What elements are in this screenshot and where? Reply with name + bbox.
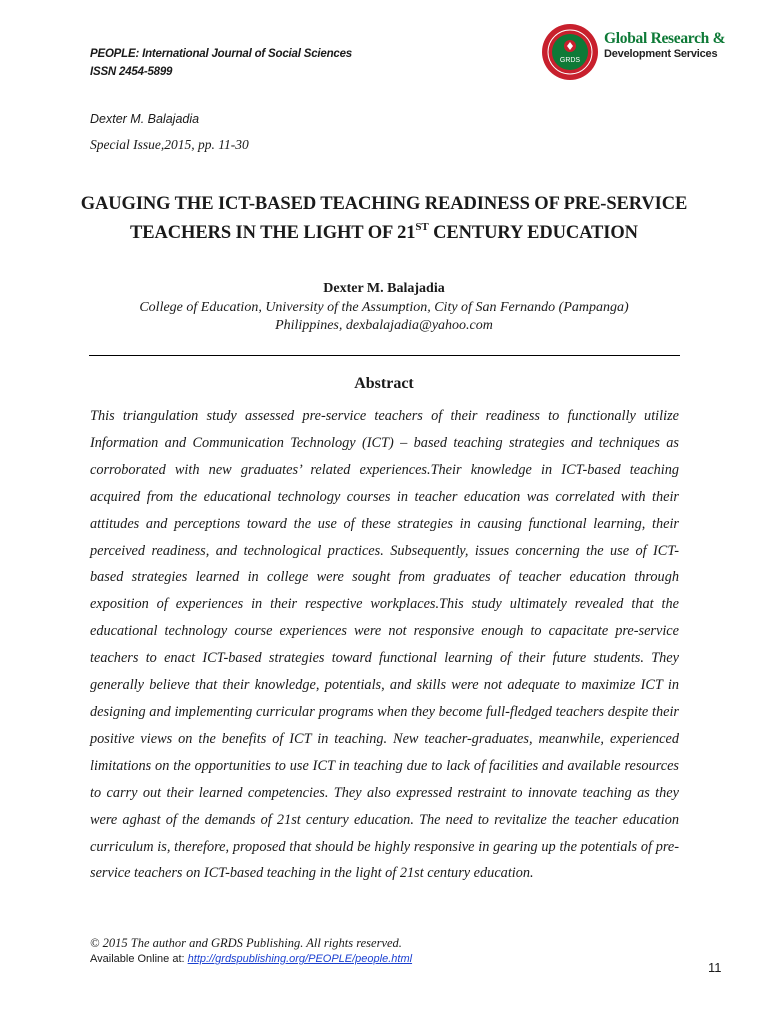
grds-seal-icon bbox=[540, 22, 600, 82]
journal-header bbox=[90, 45, 352, 81]
divider bbox=[89, 355, 680, 356]
journal-link[interactable]: http://grdspublishing.org/PEOPLE/people.html bbox=[187, 953, 413, 965]
header-author: Dexter M. Balajadia bbox=[90, 112, 200, 126]
abstract-text: This triangulation study assessed pre-service teachers of their readiness to functionally utilize Information and Communication Technology (ICT) – based teaching strategies and techniques as corroborated with new graduates’ related experiences.Their knowledge in ICT-based teaching acquired from the educational technology courses in teacher education was correlated with their attitudes and perceptions toward the use of these strategies in causing functional learning, their perceived readiness, and technological practices. Subsequently, issues concerning the use of ICT-based strategies learned in college were sought from graduates of teacher education through exposition of experiences in their respective workplaces.This study ultimately revealed that the educational technology course experiences were not responsive enough to capacitate pre-service teachers to enact ICT-based strategies toward functional learning of their future students. They generally believe that their knowledge, potentials, and skills were not adequate to maximize ICT in designing and implementing curricular programs when they become full-fledged teachers despite their positive views on the benefits of ICT in teaching. New teacher-graduates, meanwhile, experienced limitations on the opportunities to use ICT in teaching due to lack of facilities and available resources to carry out their learned competencies. They also expressed restraint to innovate teaching as they were aghast of the demands of 21st century education. The need to revitalize the teacher education curriculum is, therefore, proposed that should be highly responsive in gearing up the potentials of pre-service teachers on ICT-based teaching in the light of 21st century education. bbox=[90, 408, 679, 882]
affiliation-line1: College of Education, University of the Assumption, City of San Fernando (Pampanga) bbox=[139, 300, 629, 315]
title-part1: GAUGING THE ICT-BASED TEACHING READINESS OF PRE-SERVICE TEACHERS IN THE LIGHT OF 21 bbox=[80, 194, 688, 244]
abstract-heading: Abstract bbox=[354, 375, 414, 392]
issue-info: Special Issue,2015, pp. 11-30 bbox=[90, 137, 249, 152]
title-part2: CENTURY EDUCATION bbox=[428, 223, 638, 244]
author-name: Dexter M. Balajadia bbox=[323, 281, 445, 296]
logo-text bbox=[604, 31, 725, 61]
journal-issn: ISSN 2454-5899 bbox=[90, 66, 173, 78]
copyright: © 2015 The author and GRDS Publishing. All rights reserved. bbox=[90, 936, 402, 950]
affiliation-line2: Philippines, dexbalajadia@yahoo.com bbox=[275, 318, 493, 333]
journal-title: PEOPLE: International Journal of Social Sciences bbox=[90, 48, 352, 60]
available-label: Available Online at: bbox=[90, 953, 188, 965]
affiliation bbox=[0, 299, 768, 335]
title-superscript: ST bbox=[415, 221, 429, 233]
seal-text: GRDS bbox=[559, 57, 581, 64]
logo-line1: Global Research & bbox=[604, 30, 726, 47]
available-online bbox=[90, 953, 412, 965]
grds-logo bbox=[540, 22, 730, 80]
logo-line2: Development Services bbox=[604, 48, 718, 60]
page-number: 11 bbox=[708, 960, 722, 975]
paper-title bbox=[80, 192, 688, 245]
